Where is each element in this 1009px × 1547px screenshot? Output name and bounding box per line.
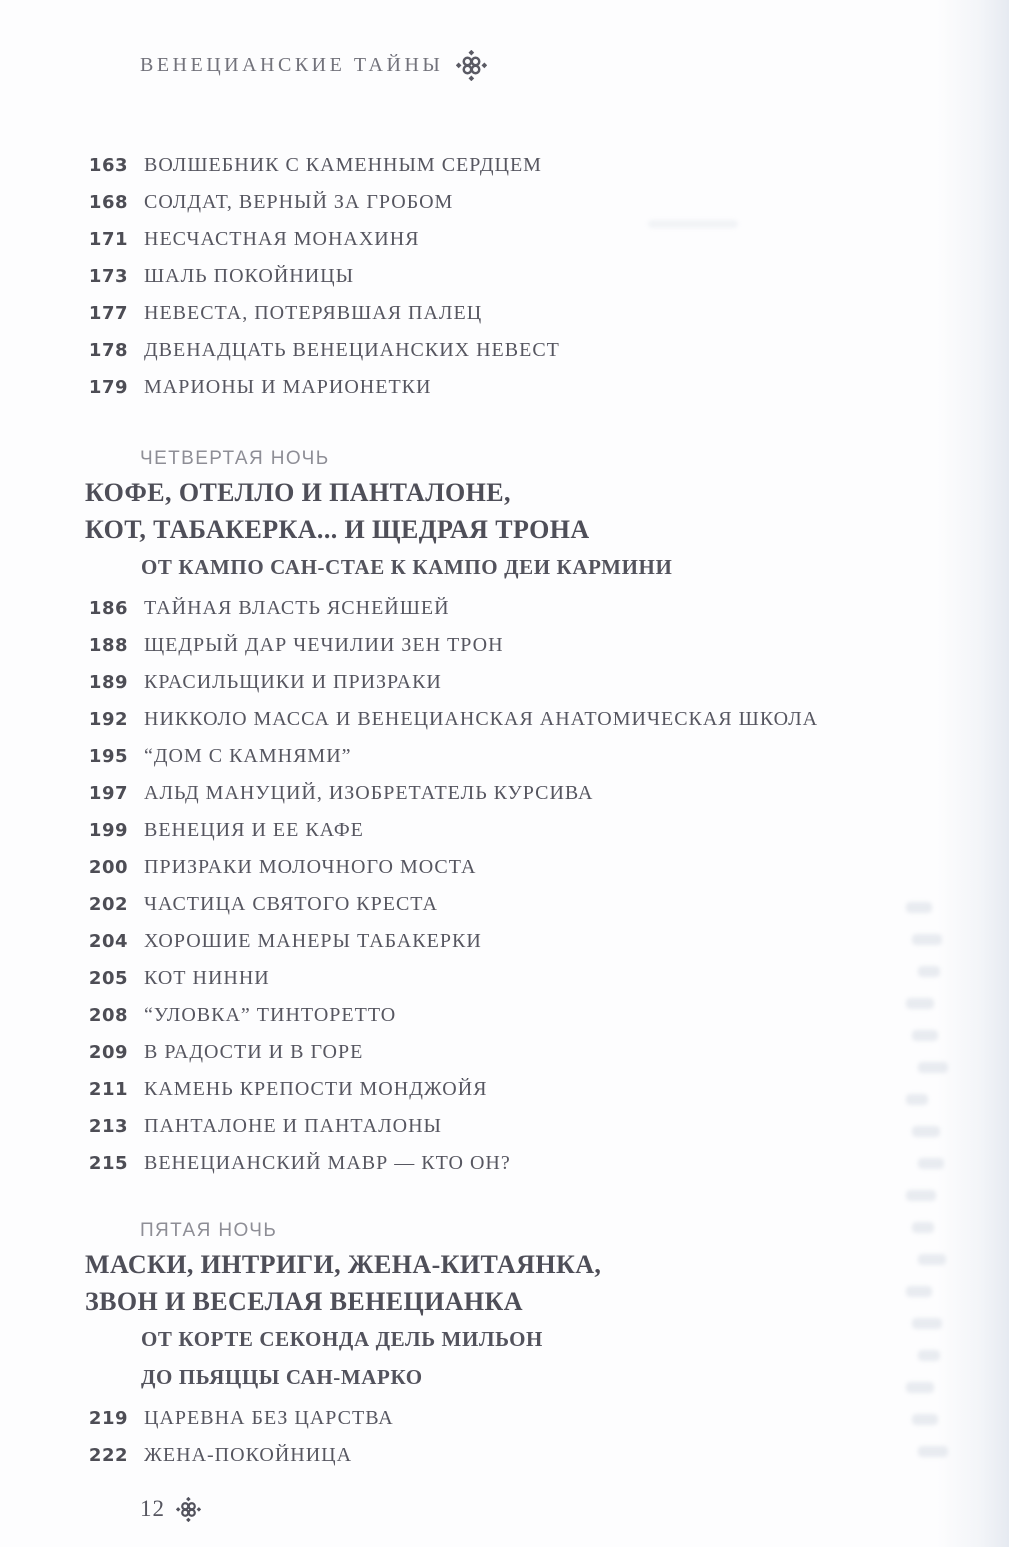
entry-title: КРАСИЛЬЩИКИ И ПРИЗРАКИ (144, 671, 442, 693)
entry-title: “ДОМ С КАМНЯМИ” (144, 745, 352, 767)
entry-title: ЖЕНА-ПОКОЙНИЦА (144, 1444, 353, 1466)
page-footer (140, 1496, 201, 1522)
toc-entry-row (0, 1437, 1009, 1474)
entry-title: НИККОЛО МАССА И ВЕНЕЦИАНСКАЯ АНАТОМИЧЕСКАЯ ШКОЛА (144, 708, 819, 730)
night-label: ЧЕТВЕРТАЯ НОЧЬ (140, 448, 330, 469)
entry-page-number: 186 (88, 598, 128, 619)
entry-page-number: 211 (88, 1079, 128, 1100)
toc-entry-row (0, 849, 1009, 886)
entry-page-number: 222 (88, 1445, 128, 1466)
toc-section (0, 444, 1009, 1182)
quatrefoil-rosette-icon (456, 50, 487, 81)
entry-title: ТАЙНАЯ ВЛАСТЬ ЯСНЕЙШЕЙ (144, 597, 450, 619)
entry-page-number: 213 (88, 1116, 128, 1137)
entry-page-number: 208 (88, 1005, 128, 1026)
entry-list (0, 1400, 1009, 1474)
entry-title: НЕСЧАСТНАЯ МОНАХИНЯ (144, 228, 420, 250)
entry-page-number: 197 (88, 783, 128, 804)
toc-entry-row (0, 1034, 1009, 1071)
section-title-line: МАСКИ, ИНТРИГИ, ЖЕНА-КИТАЯНКА, (85, 1250, 602, 1279)
entry-page-number: 192 (88, 709, 128, 730)
section-route-line: ДО ПЬЯЦЦЫ САН-МАРКО (141, 1365, 423, 1389)
toc-entry-row (0, 664, 1009, 701)
entry-page-number: 178 (88, 340, 128, 361)
entry-page-number: 205 (88, 968, 128, 989)
toc-entry-row (0, 258, 1009, 295)
entry-title: ВЕНЕЦИАНСКИЙ МАВР — КТО ОН? (144, 1152, 511, 1174)
entry-title: ВОЛШЕБНИК С КАМЕННЫМ СЕРДЦЕМ (144, 154, 542, 176)
toc-entry-row (0, 775, 1009, 812)
entry-title: ХОРОШИЕ МАНЕРЫ ТАБАКЕРКИ (144, 930, 482, 952)
toc-entry-row (0, 812, 1009, 849)
entry-title: СОЛДАТ, ВЕРНЫЙ ЗА ГРОБОМ (144, 191, 454, 213)
entry-title: ПРИЗРАКИ МОЛОЧНОГО МОСТА (144, 856, 477, 878)
section-title (0, 1246, 1009, 1320)
entry-title: ЩЕДРЫЙ ДАР ЧЕЧИЛИИ ЗЕН ТРОН (144, 634, 504, 656)
section-route (0, 1320, 1009, 1396)
section-route-line: ОТ КАМПО САН-СТАЕ К КАМПО ДЕИ КАРМИНИ (141, 555, 673, 579)
entry-list (0, 590, 1009, 1182)
section-title-line: ЗВОН И ВЕСЕЛАЯ ВЕНЕЦИАНКА (85, 1287, 523, 1316)
running-header (140, 50, 487, 81)
table-of-contents (0, 147, 1009, 1474)
entry-title: КОТ НИННИ (144, 967, 270, 989)
toc-entry-row (0, 590, 1009, 627)
toc-entry-row (0, 369, 1009, 406)
entry-title: “УЛОВКА” ТИНТОРЕТТО (144, 1004, 397, 1026)
toc-entry-row (0, 997, 1009, 1034)
toc-entry-row (0, 923, 1009, 960)
section-route-line: ОТ КОРТЕ СЕКОНДА ДЕЛЬ МИЛЬОН (141, 1327, 543, 1351)
entry-page-number: 199 (88, 820, 128, 841)
entry-page-number: 215 (88, 1153, 128, 1174)
entry-page-number: 188 (88, 635, 128, 656)
entry-page-number: 200 (88, 857, 128, 878)
section-heading (0, 444, 1009, 586)
toc-entry-row (0, 1400, 1009, 1437)
section-route (0, 548, 1009, 586)
entry-page-number: 168 (88, 192, 128, 213)
section-title-line: КОФЕ, ОТЕЛЛО И ПАНТАЛОНЕ, (85, 478, 511, 507)
entry-page-number: 179 (88, 377, 128, 398)
toc-entry-row (0, 960, 1009, 997)
entry-page-number: 209 (88, 1042, 128, 1063)
toc-entry-row (0, 184, 1009, 221)
toc-entry-row (0, 221, 1009, 258)
night-label: ПЯТАЯ НОЧЬ (140, 1220, 278, 1241)
entry-title: ВЕНЕЦИЯ И ЕЕ КАФЕ (144, 819, 364, 841)
entry-title: КАМЕНЬ КРЕПОСТИ МОНДЖОЙЯ (144, 1078, 488, 1100)
toc-entry-row (0, 627, 1009, 664)
toc-entry-row (0, 1145, 1009, 1182)
toc-entry-row (0, 147, 1009, 184)
entry-title: НЕВЕСТА, ПОТЕРЯВШАЯ ПАЛЕЦ (144, 302, 483, 324)
section-title-line: КОТ, ТАБАКЕРКА... И ЩЕДРАЯ ТРОНА (85, 515, 590, 544)
entry-title: ЧАСТИЦА СВЯТОГО КРЕСТА (144, 893, 438, 915)
section-title (0, 474, 1009, 548)
entry-title: АЛЬД МАНУЦИЙ, ИЗОБРЕТАТЕЛЬ КУРСИВА (144, 782, 594, 804)
entry-title: ДВЕНАДЦАТЬ ВЕНЕЦИАНСКИХ НЕВЕСТ (144, 339, 560, 361)
section-heading (0, 1216, 1009, 1396)
toc-entry-row (0, 701, 1009, 738)
entry-title: МАРИОНЫ И МАРИОНЕТКИ (144, 376, 432, 398)
entry-title: ЦАРЕВНА БЕЗ ЦАРСТВА (144, 1407, 394, 1429)
entry-page-number: 163 (88, 155, 128, 176)
quatrefoil-rosette-icon (176, 1497, 201, 1522)
entry-page-number: 195 (88, 746, 128, 767)
toc-section (0, 1216, 1009, 1474)
toc-entry-row (0, 1071, 1009, 1108)
entry-page-number: 177 (88, 303, 128, 324)
toc-entry-row (0, 886, 1009, 923)
toc-entry-row (0, 332, 1009, 369)
page-number: 12 (140, 1496, 165, 1521)
entry-page-number: 219 (88, 1408, 128, 1429)
entry-page-number: 204 (88, 931, 128, 952)
entry-title: ПАНТАЛОНЕ И ПАНТАЛОНЫ (144, 1115, 442, 1137)
toc-entry-row (0, 295, 1009, 332)
entry-page-number: 189 (88, 672, 128, 693)
toc-entry-row (0, 738, 1009, 775)
entry-list (0, 147, 1009, 406)
entry-page-number: 202 (88, 894, 128, 915)
entry-page-number: 171 (88, 229, 128, 250)
toc-entry-row (0, 1108, 1009, 1145)
entry-page-number: 173 (88, 266, 128, 287)
running-header-title: ВЕНЕЦИАНСКИЕ ТАЙНЫ (140, 54, 444, 76)
entry-title: ШАЛЬ ПОКОЙНИЦЫ (144, 265, 355, 287)
entry-title: В РАДОСТИ И В ГОРЕ (144, 1041, 364, 1063)
toc-section (0, 147, 1009, 406)
